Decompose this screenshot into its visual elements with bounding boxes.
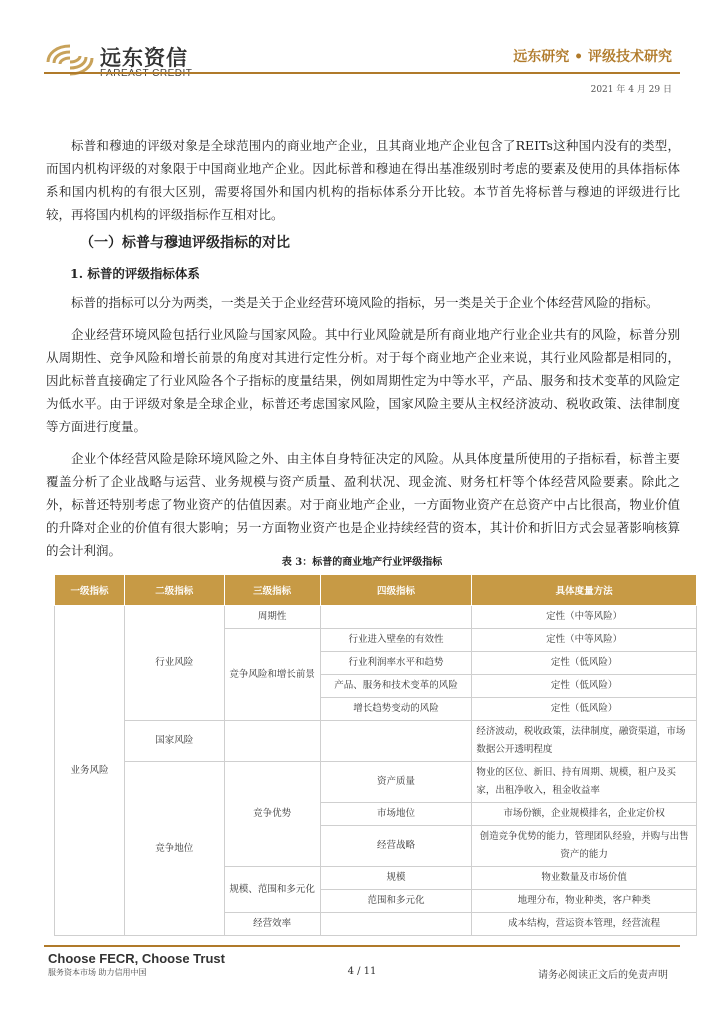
cell-empty	[320, 721, 472, 762]
cell-level4: 行业利润率水平和趋势	[320, 652, 472, 675]
paragraph-1: 标普的指标可以分为两类，一类是关于企业经营环境风险的指标，另一类是关于企业个体经营风险的指标。	[71, 295, 659, 310]
cell-method: 定性（中等风险）	[472, 629, 697, 652]
cell-empty	[320, 606, 472, 629]
table-caption: 表 3：标普的商业地产行业评级指标	[281, 557, 443, 568]
report-date: 2021 年 4 月 29 日	[590, 85, 672, 95]
paragraph-2: 企业经营环境风险包括行业风险与国家风险。其中行业风险就是所有商业地产行业企业共有的风险，标普分别从周期性、竞争风险和增长前景的角度对其进行定性分析。对于每个商业地产企业来说，其行业风险都是相同的，因此标普直接确定了行业风险各个子指标的度量结果，例如周期性定为中等水平，产品、服务和技术变革的风险定为低水平。由于评级对象是全球企业，标普还考虑国家风险，国家风险主要从主权经济波动、税收政策、法律制度等方面进行度量。	[46, 327, 680, 434]
intro-block	[46, 134, 680, 226]
cell-method: 地理分布，物业种类，客户种类	[472, 890, 697, 913]
footer-subslogan: 服务资本市场 助力信用中国	[48, 968, 147, 977]
cell-method: 成本结构，营运资本管理，经营流程	[472, 913, 697, 936]
cell-scale-scope: 规模、范围和多元化	[224, 867, 320, 913]
cell-method: 物业的区位、新旧、持有周期、规模，租户及买家，出租净收入，租金收益率	[472, 762, 697, 803]
table-row	[55, 606, 697, 629]
cell-level4: 产品、服务和技术变革的风险	[320, 675, 472, 698]
cell-method: 市场份额，企业规模排名，企业定价权	[472, 803, 697, 826]
disclaimer-notice: 请务必阅读正文后的免责声明	[538, 970, 668, 981]
cell-business-risk: 业务风险	[55, 606, 125, 936]
header-divider	[44, 72, 680, 74]
cell-method: 定性（低风险）	[472, 698, 697, 721]
header-level3: 三级指标	[224, 575, 320, 606]
cell-industry-risk: 行业风险	[124, 606, 224, 721]
report-series-title: 远东研究 • 评级技术研究	[513, 49, 672, 65]
cell-empty	[320, 913, 472, 936]
rating-indicator-table	[54, 574, 697, 936]
cell-level4: 范围和多元化	[320, 890, 472, 913]
cell-level4: 经营战略	[320, 826, 472, 867]
cell-level4: 资产质量	[320, 762, 472, 803]
cell-level4: 行业进入壁垒的有效性	[320, 629, 472, 652]
header-level4: 四级指标	[320, 575, 472, 606]
cell-empty	[224, 721, 320, 762]
cell-competitive-position: 竞争地位	[124, 762, 224, 936]
cell-competition-growth: 竞争风险和增长前景	[224, 629, 320, 721]
cell-method: 物业数量及市场价值	[472, 867, 697, 890]
cell-country-risk: 国家风险	[124, 721, 224, 762]
cell-method: 经济波动，税收政策，法律制度，融资渠道，市场数据公开透明程度	[472, 721, 697, 762]
cell-method: 定性（低风险）	[472, 675, 697, 698]
table-row	[55, 762, 697, 803]
page-number: 4 / 11	[347, 966, 377, 977]
cell-cyclicality: 周期性	[224, 606, 320, 629]
cell-level4: 市场地位	[320, 803, 472, 826]
header-level1: 一级指标	[55, 575, 125, 606]
cell-competitive-advantage: 竞争优势	[224, 762, 320, 867]
cell-efficiency: 经营效率	[224, 913, 320, 936]
footer-divider	[44, 945, 680, 947]
intro-paragraph: 标普和穆迪的评级对象是全球范围内的商业地产企业，且其商业地产企业包含了REITs这种国内没有的类型，而国内机构评级的对象限于中国商业地产企业。因此标普和穆迪在得出基准级别时考虑的要素及使用的具体指标体系和国内机构的有很大区别，需要将国外和国内机构的指标体系分开比较。本节首先将标普与穆迪的评级进行比较，再将国内机构的评级指标作互相对比。	[46, 138, 680, 222]
table-header-row	[55, 575, 697, 606]
cell-method: 创造竞争优势的能力，管理团队经验，并购与出售资产的能力	[472, 826, 697, 867]
subsection-title: 1. 标普的评级指标体系	[70, 266, 200, 281]
table-row	[55, 721, 697, 762]
cell-method: 定性（中等风险）	[472, 606, 697, 629]
body-paragraph-block	[46, 291, 680, 562]
page-header	[0, 0, 724, 100]
header-method: 具体度量方法	[472, 575, 697, 606]
header-level2: 二级指标	[124, 575, 224, 606]
cell-level4: 增长趋势变动的风险	[320, 698, 472, 721]
cell-method: 定性（低风险）	[472, 652, 697, 675]
paragraph-3: 企业个体经营风险是除环境风险之外、由主体自身特征决定的风险。从具体度量所使用的子指标看，标普主要覆盖分析了企业战略与运营、业务规模与资产质量、盈利状况、现金流、财务杠杆等个体经营风险要素。除此之外，标普还特别考虑了物业资产的估值因素。对于商业地产企业，一方面物业资产在总资产中占比很高，物业价值的升降对企业的价值有很大影响；另一方面物业资产也是企业持续经营的资本，其计价和折旧方式会显著影响核算的会计利润。	[46, 451, 680, 558]
footer-slogan: Choose FECR, Choose Trust	[48, 951, 225, 966]
brand-name-cn: 远东资信	[100, 46, 188, 70]
section-title: （一）标普与穆迪评级指标的对比	[80, 235, 290, 251]
cell-level4: 规模	[320, 867, 472, 890]
